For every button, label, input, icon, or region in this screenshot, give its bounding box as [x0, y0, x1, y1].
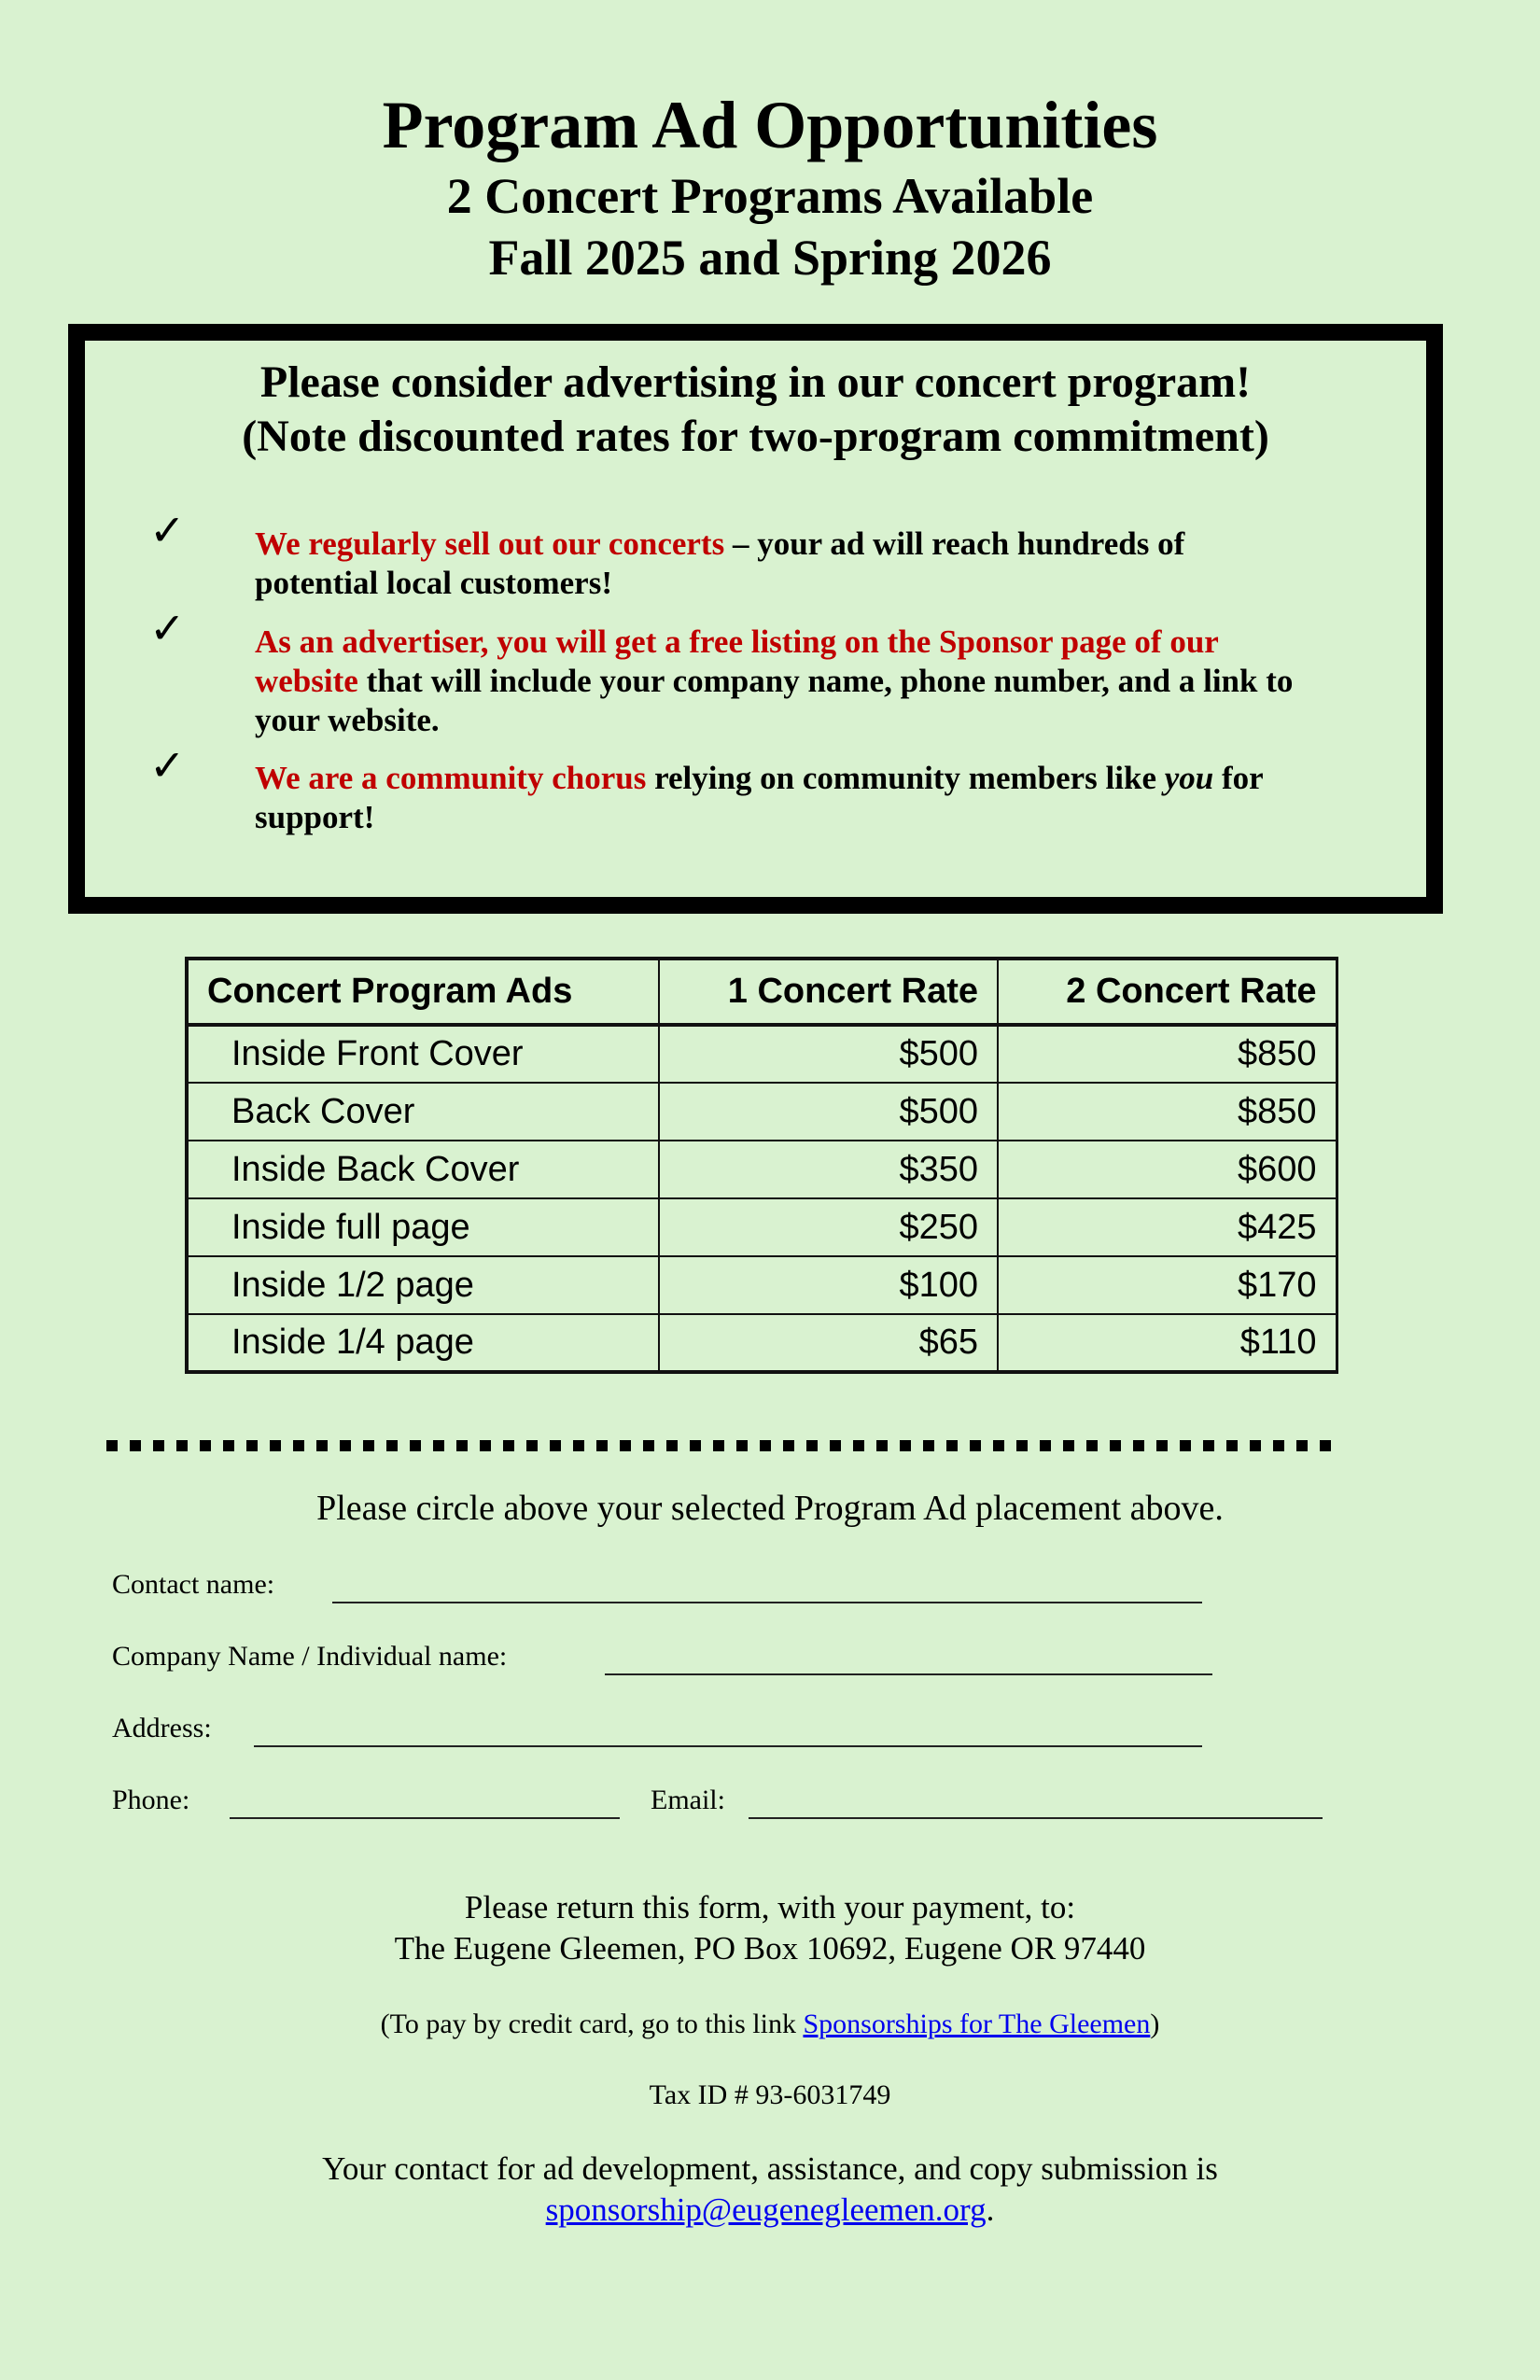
page-title: Program Ad Opportunities — [382, 88, 1158, 162]
ad-type-cell: Back Cover — [231, 1091, 415, 1131]
contact-email-suffix: . — [986, 2191, 995, 2228]
rate-1-cell: $350 — [659, 1141, 998, 1198]
checkmark-icon: ✓ — [149, 505, 186, 555]
checkmark-icon: ✓ — [149, 740, 186, 791]
phone-field[interactable] — [230, 1817, 620, 1819]
rate-2-cell: $850 — [998, 1083, 1337, 1141]
address-field[interactable] — [254, 1745, 1202, 1747]
credit-card-note — [0, 2007, 1540, 2042]
subtitle-programs: 2 Concert Programs Available — [446, 168, 1094, 224]
rate-2-cell: $600 — [998, 1141, 1337, 1198]
company-name-label: Company Name / Individual name: — [112, 1641, 508, 1672]
callout-subheading: (Note discounted rates for two-program commitment) — [242, 412, 1269, 461]
rate-1-cell: $500 — [659, 1083, 998, 1141]
bullet-highlight: We are a community chorus — [255, 760, 647, 796]
bullet-text: – your ad will reach hundreds of potential local customers! — [255, 525, 1185, 601]
rate-2-cell: $425 — [998, 1198, 1337, 1256]
column-header-ad-type: Concert Program Ads — [187, 959, 659, 1025]
contact-note: Your contact for ad development, assistance, and copy submission is — [322, 2150, 1218, 2187]
subtitle-seasons: Fall 2025 and Spring 2026 — [488, 230, 1052, 286]
table-row[interactable] — [187, 1141, 1337, 1198]
rate-1-cell: $250 — [659, 1198, 998, 1256]
pricing-table — [185, 957, 1338, 1374]
table-header-row — [187, 959, 1337, 1025]
rate-2-cell: $110 — [998, 1314, 1337, 1372]
bullet-highlight: We regularly sell out our concerts — [255, 525, 725, 562]
mailing-address: The Eugene Gleemen, PO Box 10692, Eugene OR 97440 — [394, 1930, 1146, 1967]
bullet-highlight: As an advertiser, you will get a free listing on the Sponsor page of our website — [255, 623, 1219, 699]
rate-1-cell: $65 — [659, 1314, 998, 1372]
address-label: Address: — [112, 1713, 212, 1743]
credit-card-prefix: (To pay by credit card, go to this link — [380, 2009, 804, 2039]
bullet-text: relying on community members like — [646, 760, 1165, 796]
rate-1-cell: $500 — [659, 1025, 998, 1083]
rate-2-cell: $170 — [998, 1256, 1337, 1314]
ad-type-cell: Inside 1/4 page — [231, 1323, 474, 1362]
ad-type-cell: Inside 1/2 page — [231, 1265, 474, 1305]
company-name-field[interactable] — [605, 1673, 1212, 1675]
bullet-text-after: for support! — [255, 760, 1264, 835]
contact-email-line — [0, 2190, 1540, 2231]
ad-type-cell: Inside Front Cover — [231, 1034, 524, 1073]
email-field[interactable] — [749, 1817, 1323, 1819]
phone-label: Phone: — [112, 1785, 190, 1815]
ad-type-cell: Inside Back Cover — [231, 1149, 520, 1189]
bullet-item — [255, 759, 1309, 837]
contact-name-field[interactable] — [332, 1602, 1202, 1603]
sponsorship-link[interactable]: Sponsorships for The Gleemen — [803, 2009, 1151, 2039]
table-row[interactable] — [187, 1314, 1337, 1372]
contact-name-label: Contact name: — [112, 1569, 275, 1600]
column-header-1-concert: 1 Concert Rate — [659, 959, 998, 1025]
rate-2-cell: $850 — [998, 1025, 1337, 1083]
table-row[interactable] — [187, 1025, 1337, 1083]
ad-type-cell: Inside full page — [231, 1207, 470, 1247]
tax-id: Tax ID # 93-6031749 — [649, 2079, 891, 2110]
bullet-item — [255, 525, 1309, 603]
bullet-text: that will include your company name, phone number, and a link to your website. — [255, 663, 1294, 738]
email-label: Email: — [651, 1785, 725, 1815]
checkmark-icon: ✓ — [149, 603, 186, 653]
circle-instruction: Please circle above your selected Program Ad placement above. — [316, 1489, 1224, 1528]
bullet-emphasis: you — [1164, 760, 1214, 796]
table-row[interactable] — [187, 1256, 1337, 1314]
rate-1-cell: $100 — [659, 1256, 998, 1314]
callout-heading: Please consider advertising in our concert program! — [259, 357, 1252, 407]
table-row[interactable] — [187, 1083, 1337, 1141]
return-instruction: Please return this form, with your payment, to: — [464, 1889, 1076, 1925]
bullet-item — [255, 623, 1309, 740]
table-row[interactable] — [187, 1198, 1337, 1256]
credit-card-suffix: ) — [1150, 2009, 1160, 2039]
contact-email-link[interactable]: sponsorship@eugenegleemen.org — [545, 2191, 987, 2228]
dotted-cut-line — [106, 1440, 1335, 1451]
column-header-2-concert: 2 Concert Rate — [998, 959, 1337, 1025]
